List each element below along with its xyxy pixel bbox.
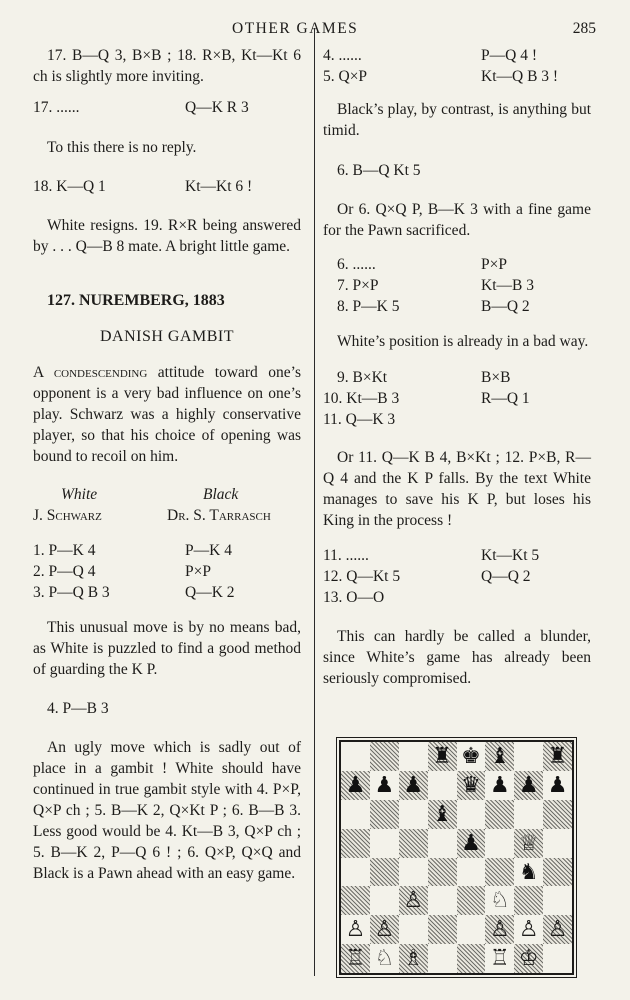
white-move: 9. B×Kt [337,369,388,386]
black-rook-icon: ♜ [432,744,452,769]
black-knight-icon: ♞ [518,859,539,885]
chess-diagram [339,740,574,975]
white-pawn-icon: ♙ [374,917,395,943]
board-square [399,858,428,887]
board-square [485,858,514,887]
black-pawn-icon: ♟ [518,772,539,798]
black-move: B—Q 2 [481,298,530,315]
column-divider [314,28,315,976]
game-heading: 127. NUREMBERG, 1883 [47,292,225,309]
white-move: 11. Q—K 3 [323,411,396,428]
white-move: 13. O—O [323,589,385,606]
white-label: White [61,486,98,503]
black-queen-icon: ♛ [461,772,481,798]
white-move: 11. ...... [323,547,369,564]
black-move: Q—K 2 [185,584,235,601]
board-square [428,886,457,915]
black-move: Kt—Kt 6 ! [185,178,253,195]
intro-paragraph [33,362,301,467]
white-move: 6. B—Q Kt 5 [337,162,421,179]
black-bishop-icon: ♝ [432,801,452,827]
black-bishop-icon: ♝ [489,744,510,769]
board-square [399,915,428,944]
running-title: OTHER GAMES [232,20,359,37]
annotation-paragraph: White resigns. 19. R×R being answered by . . . Q—B 8 mate. A bright little game. [33,217,301,255]
board-square [370,858,399,887]
white-player: J. Schwarz [33,507,102,524]
move-row [323,275,591,296]
intro-text: attitude toward one’s opponent is a very bad influence on one’s play. Schwarz was a highly conservative player, so that his choice of opening was bound to recoil on him. [33,364,302,465]
black-player: Dr. S. Tarrasch [167,507,271,524]
white-move: 10. Kt—B 3 [323,390,400,407]
move-row [323,409,591,430]
white-rook-icon: ♖ [345,946,366,972]
white-move: 5. Q×P [323,68,368,85]
white-king-icon: ♔ [518,946,539,972]
black-pawn-icon: ♟ [403,772,424,798]
white-move: 4. ...... [323,47,362,64]
white-pawn-icon: ♙ [345,917,366,943]
board-square [543,858,572,887]
board-square [341,800,370,829]
white-move: 18. K—Q 1 [33,178,106,195]
board-square [457,858,486,887]
black-pawn-icon: ♟ [461,830,481,856]
board-square [370,829,399,858]
annotation-paragraph: White’s position is already in a bad way. [337,333,589,350]
board-square [428,858,457,887]
black-move: B×B [481,369,511,386]
move-row [33,561,301,582]
board-square [543,829,572,858]
white-pawn-icon: ♙ [547,917,568,943]
move-row [323,566,591,587]
board-square [341,858,370,887]
white-pawn-icon: ♙ [489,917,510,943]
black-move: P×P [185,563,211,580]
black-move: P—Q 4 ! [481,47,537,64]
board-square [399,800,428,829]
move-row [33,97,301,118]
black-pawn-icon: ♟ [374,772,395,798]
black-move: Q—Q 2 [481,568,531,585]
board-square [457,800,486,829]
black-move: Kt—Q B 3 ! [481,68,559,85]
left-column [33,45,301,884]
board-square [514,800,543,829]
board-square [543,944,572,973]
board-square [428,915,457,944]
white-move: 17. ...... [33,99,80,116]
board-square [514,742,543,771]
black-rook-icon: ♜ [547,744,568,769]
black-move: R—Q 1 [481,390,530,407]
board-square [341,886,370,915]
board-square [457,915,486,944]
white-move: 7. P×P [337,277,379,294]
move-row [323,296,591,317]
white-move: 1. P—K 4 [33,542,96,559]
annotation-paragraph: Or 11. Q—K B 4, B×Kt ; 12. P×B, R—Q 4 and the K P falls. By the text White manages to save his K P, but loses his King in the process ! [323,449,591,529]
black-pawn-icon: ♟ [547,772,568,798]
board-square [370,800,399,829]
white-move: 2. P—Q 4 [33,563,96,580]
annotation-paragraph: 17. B—Q 3, B×B ; 18. R×B, Kt—Kt 6 ch is slightly more inviting. [33,47,301,85]
white-move: 4. P—B 3 [47,700,109,717]
move-row [323,587,591,608]
move-row [33,176,301,197]
board-square [457,886,486,915]
annotation-paragraph: This unusual move is by no means bad, as White is puzzled to find a good method of guarding the K P. [33,619,301,678]
move-row [323,45,591,66]
annotation-paragraph: Or 6. Q×Q P, B—K 3 with a fine game for the Pawn sacrificed. [323,201,591,239]
black-pawn-icon: ♟ [489,772,510,798]
white-pawn-icon: ♙ [518,917,539,943]
black-move: Q—K R 3 [185,99,249,116]
white-queen-icon: ♕ [518,830,539,856]
board-square [514,886,543,915]
move-row [33,540,301,561]
black-king-icon: ♚ [461,744,481,769]
move-row [323,388,591,409]
white-move: 12. Q—Kt 5 [323,568,401,585]
move-row [33,582,301,603]
black-move: Kt—Kt 5 [481,547,540,564]
board-square [457,944,486,973]
move-row [323,160,591,181]
white-bishop-icon: ♗ [403,946,424,972]
move-row [33,698,301,719]
board-square [428,771,457,800]
white-pawn-icon: ♙ [403,888,424,914]
annotation-paragraph: This can hardly be called a blunder, since White’s game has already been seriously compromised. [323,628,591,687]
move-row [323,545,591,566]
board-square [428,829,457,858]
board-square [485,829,514,858]
board-square [428,944,457,973]
white-knight-icon: ♘ [489,888,510,914]
black-label: Black [203,486,239,503]
black-move: Kt—B 3 [481,277,534,294]
white-move: 3. P—Q B 3 [33,584,110,601]
move-row [323,367,591,388]
move-row [323,254,591,275]
annotation-paragraph: To this there is no reply. [47,139,197,156]
opening-name: DANISH GAMBIT [99,328,235,345]
player-names [33,505,301,526]
move-row [323,66,591,87]
board-square [341,742,370,771]
black-move: P×P [481,256,507,273]
white-move: 6. ...... [337,256,376,273]
white-move: 8. P—K 5 [337,298,400,315]
board-square [370,886,399,915]
white-knight-icon: ♘ [374,946,395,972]
annotation-paragraph: An ugly move which is sadly out of place in a gambit ! White should have continued in true gambit style with 4. P×P, Q×P ch ; 5. B—K 2, Q×Kt P ; 6. B—B 3. Less good would be 4. Kt—B 3, Q×P ch ; 5. B—K 2, P—Q 6 ! ; 6. Q×P, Q×Q and Black is a Pawn ahead with an easy game. [33,739,301,882]
board-square [543,886,572,915]
board-square [370,742,399,771]
board-square [399,742,428,771]
board-square [485,800,514,829]
running-header [0,20,630,46]
white-rook-icon: ♖ [489,946,510,972]
board-square [399,829,428,858]
annotation-paragraph: Black’s play, by contrast, is anything but timid. [323,101,591,139]
page-number: 285 [572,20,596,37]
intro-lead: A condescending [33,364,148,381]
board-square [341,829,370,858]
black-pawn-icon: ♟ [345,772,366,798]
black-move: P—K 4 [185,542,232,559]
board-square [543,800,572,829]
color-labels [33,484,301,505]
right-column [323,45,591,689]
